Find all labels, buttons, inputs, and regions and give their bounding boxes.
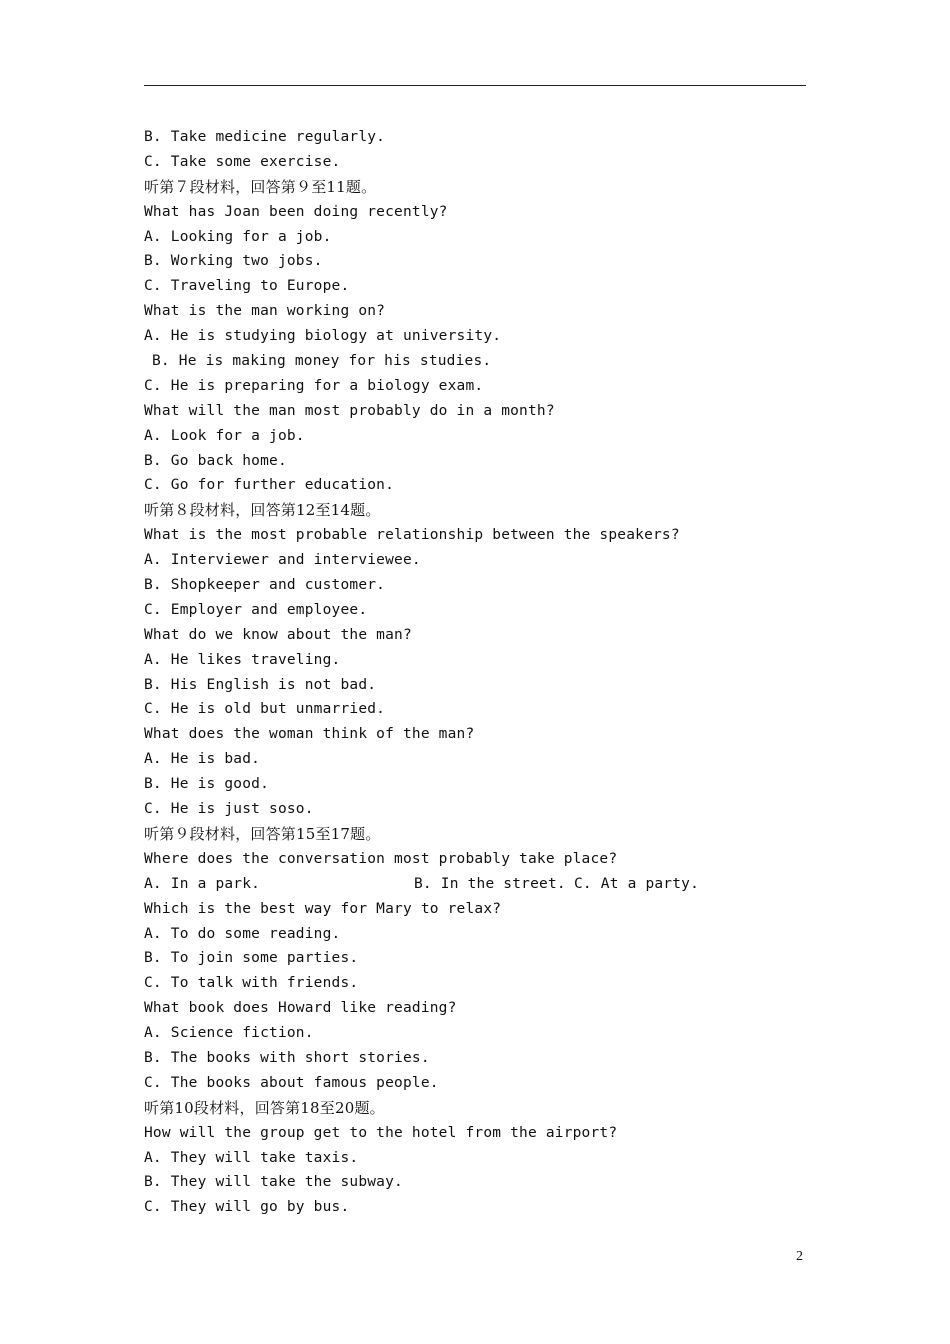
text-line: A. He likes traveling.: [144, 651, 341, 668]
text-line: A. To do some reading.: [144, 925, 341, 942]
option-a: A. In a park.: [144, 875, 261, 892]
text-line: C. He is preparing for a biology exam.: [144, 377, 484, 394]
text-line: C. He is old but unmarried.: [144, 701, 386, 718]
section-heading: 听第７段材料，回答第９至11题。: [144, 177, 377, 196]
text-line: C. Go for further education.: [144, 477, 395, 494]
text-block-after: [144, 897, 806, 1221]
header-rule: [144, 85, 806, 86]
text-line: How will the group get to the hotel from the airport?: [144, 1124, 618, 1141]
option-c: C. At a party.: [574, 875, 700, 892]
text-line: What do we know about the man?: [144, 626, 412, 643]
text-line: What will the man most probably do in a month?: [144, 402, 555, 419]
text-block-before: [144, 125, 806, 872]
options-row-q15: [144, 872, 806, 897]
option-b: B. In the street.: [414, 875, 566, 892]
text-line: Where does the conversation most probably take place?: [144, 850, 618, 867]
text-line: Which is the best way for Mary to relax?: [144, 900, 502, 917]
text-line: A. Science fiction.: [144, 1025, 314, 1042]
text-line: B. Take medicine regularly.: [144, 129, 386, 145]
text-line: C. They will go by bus.: [144, 1199, 350, 1216]
page-number: 2: [796, 1249, 803, 1264]
text-line: What has Joan been doing recently?: [144, 203, 448, 220]
text-line: B. He is good.: [144, 776, 270, 793]
text-line: C. Employer and employee.: [144, 601, 368, 618]
text-line: A. He is studying biology at university.: [144, 328, 502, 345]
text-line: A. Interviewer and interviewee.: [144, 552, 421, 569]
text-line: A. Look for a job.: [144, 427, 305, 444]
text-line: B. To join some parties.: [144, 950, 359, 967]
text-line: B. Shopkeeper and customer.: [144, 577, 386, 594]
text-line: C. He is just soso.: [144, 801, 314, 818]
text-line: A. Looking for a job.: [144, 228, 332, 245]
text-line: B. Go back home.: [144, 452, 287, 469]
section-heading: 听第10段材料，回答第18至20题。: [144, 1098, 385, 1117]
text-line: What does the woman think of the man?: [144, 726, 475, 743]
text-line: B. They will take the subway.: [144, 1174, 403, 1191]
text-line: A. He is bad.: [144, 751, 261, 768]
text-line: A. They will take taxis.: [144, 1149, 359, 1166]
text-line: What book does Howard like reading?: [144, 1000, 457, 1017]
text-line: C. The books about famous people.: [144, 1074, 439, 1091]
text-line: What is the most probable relationship between the speakers?: [144, 527, 680, 544]
document-body: [144, 125, 806, 1220]
text-line: B. He is making money for his studies.: [152, 353, 492, 370]
text-line: C. To talk with friends.: [144, 975, 359, 992]
text-line: B. The books with short stories.: [144, 1049, 430, 1066]
text-line: What is the man working on?: [144, 303, 386, 320]
text-line: B. Working two jobs.: [144, 253, 323, 270]
text-line: C. Traveling to Europe.: [144, 278, 350, 295]
text-line: C. Take some exercise.: [144, 153, 341, 170]
section-heading: 听第８段材料，回答第12至14题。: [144, 501, 381, 520]
text-line: B. His English is not bad.: [144, 676, 377, 693]
section-heading: 听第９段材料，回答第15至17题。: [144, 824, 381, 843]
